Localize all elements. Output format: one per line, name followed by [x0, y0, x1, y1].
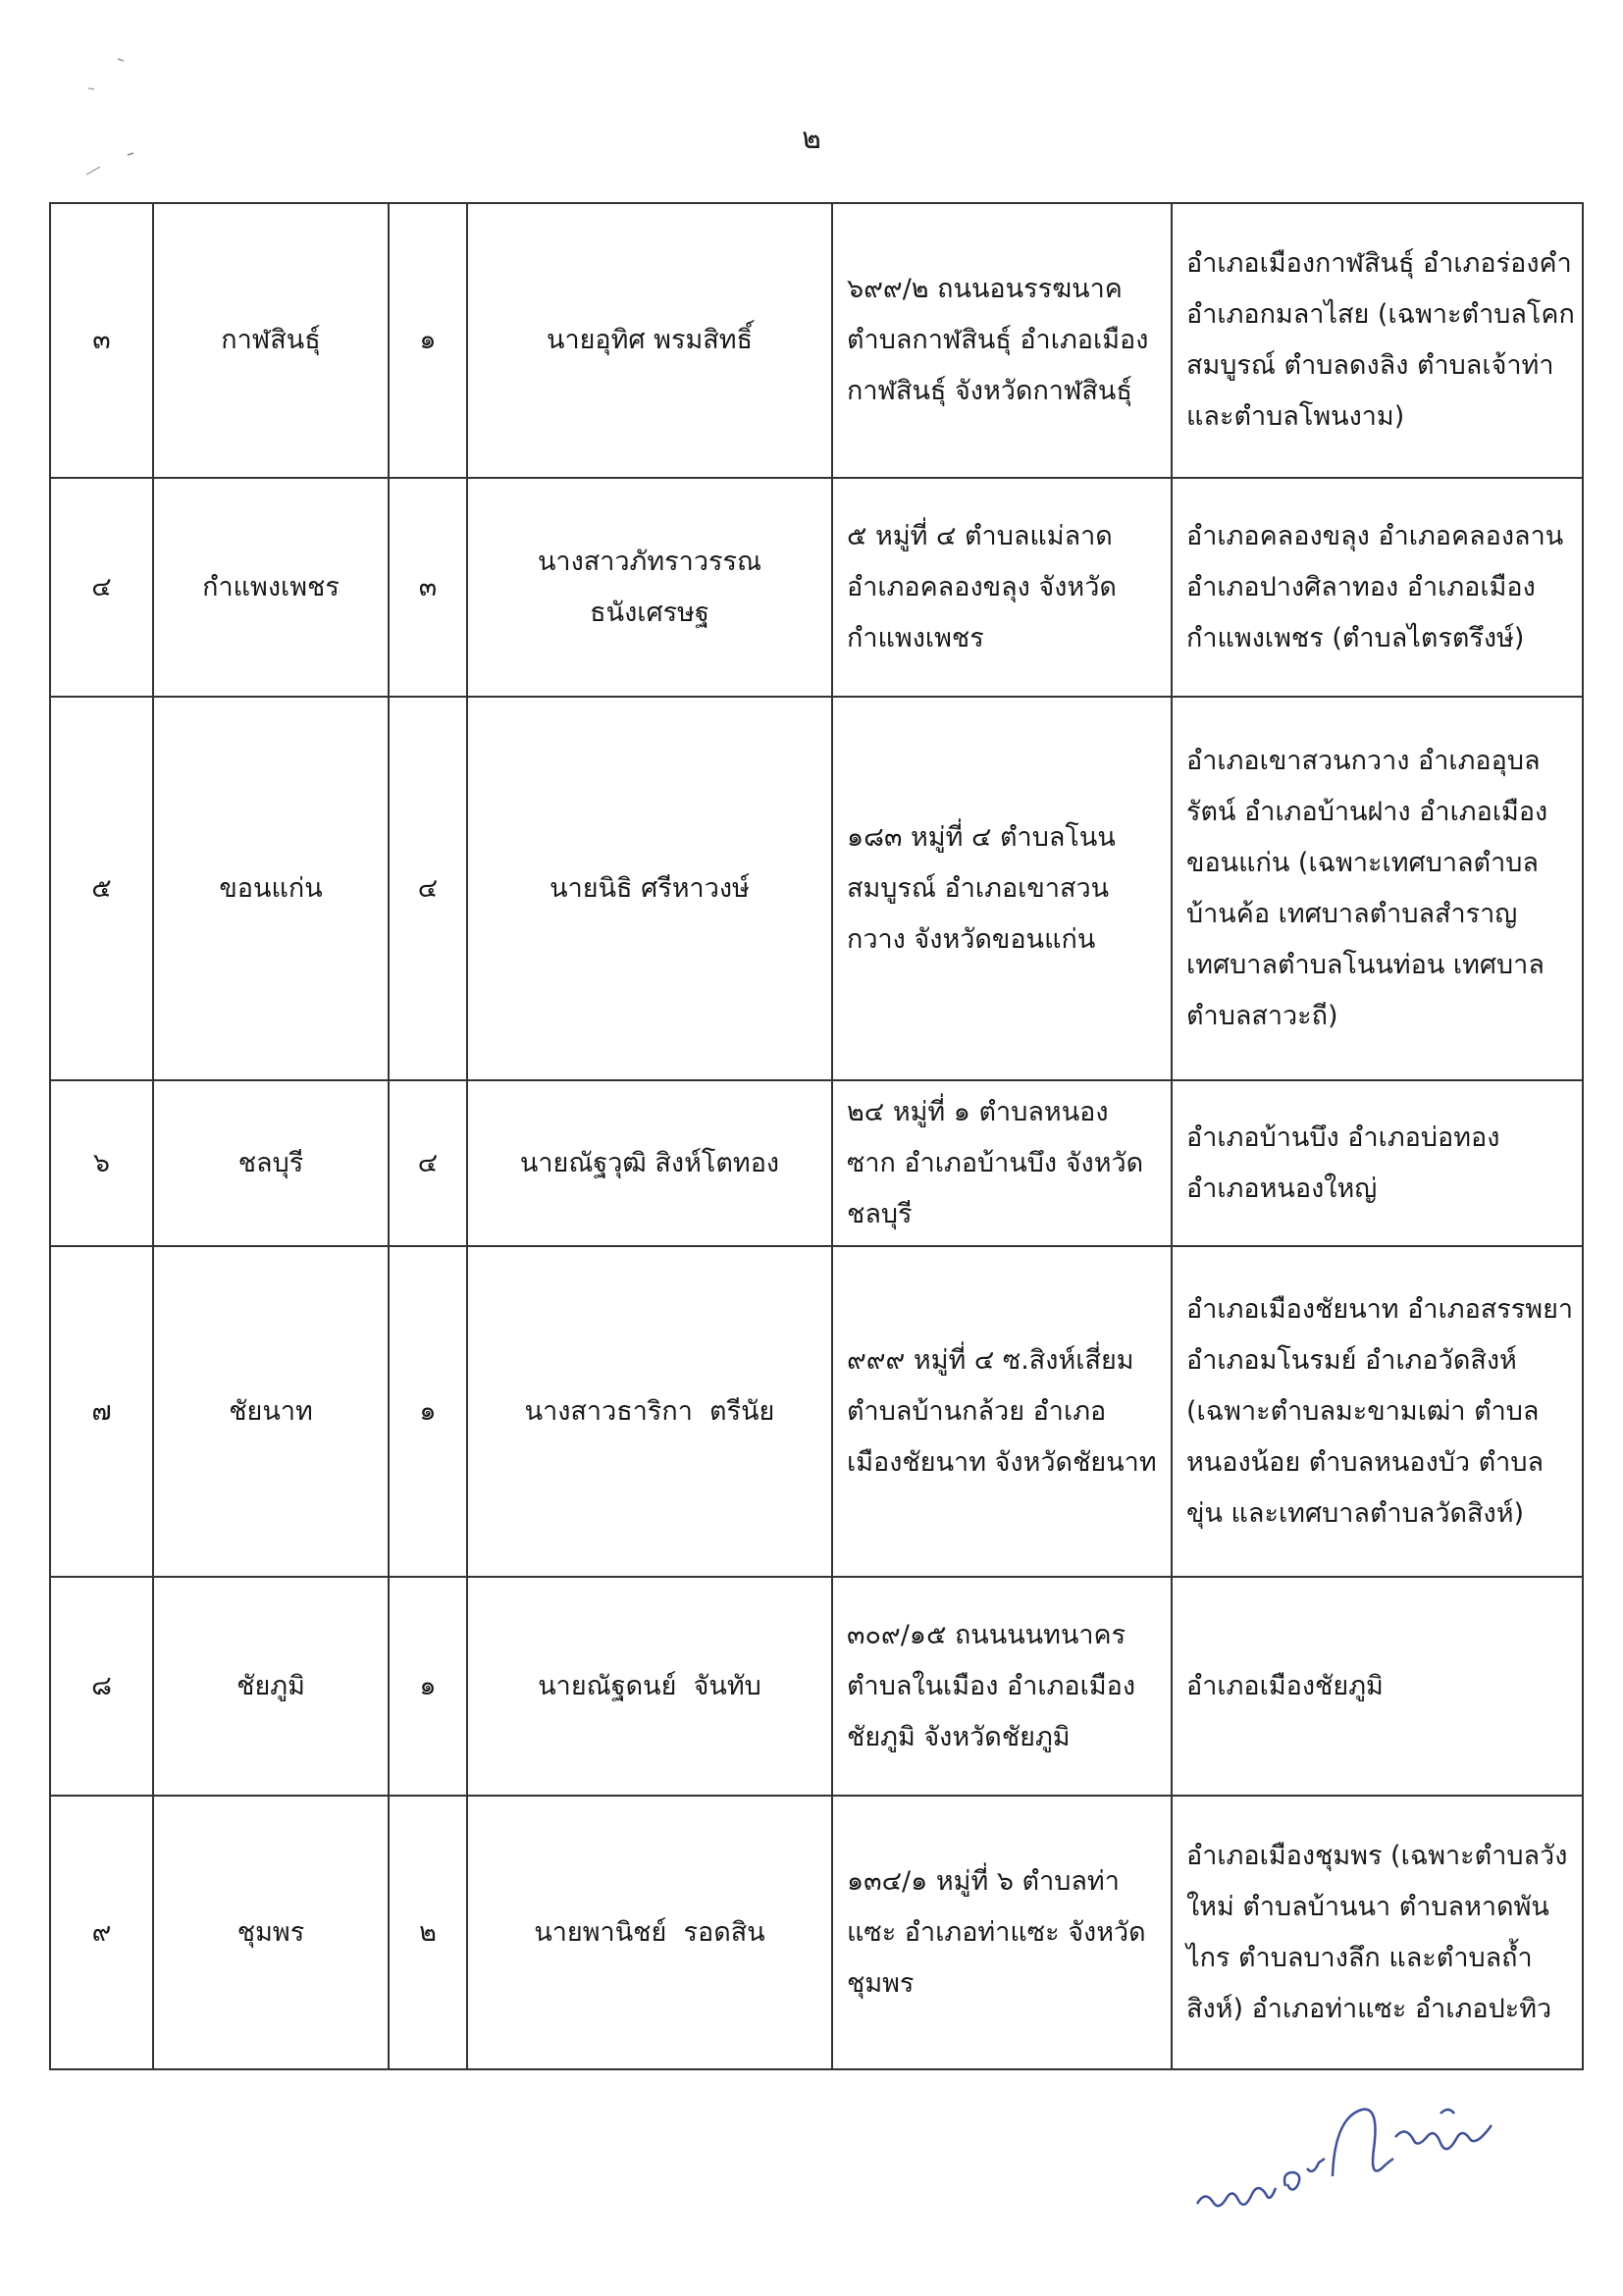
address-line: ชุมพร: [847, 1967, 915, 1999]
table-body: [50, 203, 1583, 2069]
officer-name: [467, 697, 832, 1080]
address-line: ชลบุรี: [847, 1198, 913, 1229]
row-number: ๓: [50, 203, 153, 478]
area-line: บ้านค้อ เทศบาลตำบลสำราญ: [1186, 898, 1518, 929]
officer-name: [467, 1080, 832, 1246]
province: ชุมพร: [153, 1796, 389, 2069]
table-row: [50, 1246, 1583, 1577]
name-line: นางสาวธาริกา ตรีนัย: [524, 1395, 775, 1427]
area-line: หนองน้อย ตำบลหนองบัว ตำบล: [1186, 1446, 1544, 1478]
address-line: ชัยภูมิ จังหวัดชัยภูมิ: [847, 1721, 1071, 1752]
address: [832, 697, 1172, 1080]
officer-table: [49, 202, 1584, 2070]
province: ชัยนาท: [153, 1246, 389, 1577]
jurisdiction: [1172, 478, 1583, 697]
area-line: รัตน์ อำเภอบ้านฝาง อำเภอเมือง: [1186, 796, 1548, 827]
table-row: [50, 478, 1583, 697]
row-number: ๘: [50, 1577, 153, 1796]
row-number: ๙: [50, 1796, 153, 2069]
address: [832, 478, 1172, 697]
jurisdiction: [1172, 1577, 1583, 1796]
area-line: สมบูรณ์ ตำบลดงลิง ตำบลเจ้าท่า: [1186, 350, 1554, 381]
table-row: [50, 1796, 1583, 2069]
row-number: ๔: [50, 478, 153, 697]
officer-name: [467, 1246, 832, 1577]
jurisdiction: [1172, 1246, 1583, 1577]
area-line: และตำบลโพนงาม): [1186, 401, 1405, 432]
address-line: ๕ หมู่ที่ ๔ ตำบลแม่ลาด: [847, 520, 1113, 551]
area-line: อำเภอเมืองชัยภูมิ: [1186, 1670, 1384, 1701]
area-line: ใหม่ ตำบลบ้านนา ตำบลหาดพัน: [1186, 1891, 1549, 1922]
area-line: อำเภอปางศิลาทอง อำเภอเมือง: [1186, 571, 1536, 602]
address-line: อำเภอคลองขลุง จังหวัด: [847, 571, 1117, 602]
address: [832, 1796, 1172, 2069]
area-line: ขุ่น และเทศบาลตำบลวัดสิงห์): [1186, 1497, 1525, 1529]
area-line: เทศบาลตำบลโนนท่อน เทศบาล: [1186, 949, 1544, 980]
table-row: [50, 1577, 1583, 1796]
address-line: ๓๐๙/๑๕ ถนนนนทนาคร: [847, 1619, 1126, 1650]
address-line: กำแพงเพชร: [847, 622, 984, 653]
name-line: นายณัฐดนย์ จันทับ: [538, 1670, 761, 1701]
address: [832, 1246, 1172, 1577]
area-line: อำเภอเมืองชุมพร (เฉพาะตำบลวัง: [1186, 1840, 1568, 1871]
address-line: สมบูรณ์ อำเภอเขาสวน: [847, 872, 1110, 904]
name-line: ธนังเศรษฐ: [590, 597, 709, 628]
count: ๒: [389, 1796, 467, 2069]
officer-name: [467, 1796, 832, 2069]
page-number: ๒: [802, 122, 821, 156]
count: ๑: [389, 1246, 467, 1577]
table-row: [50, 203, 1583, 478]
area-line: ไกร ตำบลบางลึก และตำบลถ้ำ: [1186, 1942, 1533, 1973]
address-line: ๙๙๙ หมู่ที่ ๔ ซ.สิงห์เสี่ยม: [847, 1344, 1134, 1376]
address-line: ๖๙๙/๒ ถนนอนรรฆนาค: [847, 274, 1123, 304]
address-line: กาฬสินธุ์ จังหวัดกาฬสินธุ์: [847, 376, 1132, 406]
area-line: อำเภอเมืองชัยนาท อำเภอสรรพยา: [1186, 1293, 1574, 1325]
area-line: ตำบลสาวะถี): [1186, 1000, 1338, 1031]
area-line: อำเภอเขาสวนกวาง อำเภออุบล: [1186, 745, 1541, 776]
address: [832, 1577, 1172, 1796]
address-line: ๒๔ หมู่ที่ ๑ ตำบลหนอง: [847, 1096, 1109, 1127]
area-line: อำเภอบ้านบึง อำเภอบ่อทอง: [1186, 1122, 1500, 1153]
jurisdiction: [1172, 697, 1583, 1080]
table-row: [50, 697, 1583, 1080]
area-line: ขอนแก่น (เฉพาะเทศบาลตำบล: [1186, 847, 1539, 878]
address-line: เมืองชัยนาท จังหวัดชัยนาท: [847, 1446, 1157, 1478]
address: [832, 203, 1172, 478]
officer-name: [467, 203, 832, 478]
province: ขอนแก่น: [153, 697, 389, 1080]
count: ๔: [389, 697, 467, 1080]
row-number: ๗: [50, 1246, 153, 1577]
address-line: ๑๘๓ หมู่ที่ ๔ ตำบลโนน: [847, 821, 1116, 853]
scan-specks: [79, 49, 157, 186]
area-line: กำแพงเพชร (ตำบลไตรตรึงษ์): [1186, 622, 1525, 653]
address-line: แซะ อำเภอท่าแซะ จังหวัด: [847, 1916, 1146, 1948]
area-line: อำเภอมโนรมย์ อำเภอวัดสิงห์: [1186, 1344, 1517, 1376]
address-line: ซาก อำเภอบ้านบึง จังหวัด: [847, 1147, 1144, 1178]
name-line: นายณัฐวุฒิ สิงห์โตทอง: [519, 1147, 780, 1178]
address-line: ตำบลในเมือง อำเภอเมือง: [847, 1670, 1136, 1701]
officer-name: [467, 1577, 832, 1796]
area-line: อำเภอกมลาไสย (เฉพาะตำบลโคก: [1186, 299, 1575, 330]
area-line: (เฉพาะตำบลมะขามเฒ่า ตำบล: [1186, 1395, 1540, 1427]
area-line: สิงห์) อำเภอท่าแซะ อำเภอปะทิว: [1186, 1993, 1552, 2024]
count: ๔: [389, 1080, 467, 1246]
area-line: อำเภอหนองใหญ่: [1186, 1173, 1378, 1204]
address-line: ๑๓๔/๑ หมู่ที่ ๖ ตำบลท่า: [847, 1865, 1120, 1897]
area-line: อำเภอคลองขลุง อำเภอคลองลาน: [1186, 520, 1564, 551]
jurisdiction: [1172, 1080, 1583, 1246]
province: ชลบุรี: [153, 1080, 389, 1246]
table-row: [50, 1080, 1583, 1246]
signature: [1187, 2078, 1541, 2225]
name-line: นางสาวภัทราวรรณ: [537, 546, 762, 577]
count: ๑: [389, 1577, 467, 1796]
address-line: ตำบลบ้านกล้วย อำเภอ: [847, 1395, 1107, 1427]
count: ๑: [389, 203, 467, 478]
address: [832, 1080, 1172, 1246]
jurisdiction: [1172, 1796, 1583, 2069]
area-line: อำเภอเมืองกาฬสินธุ์ อำเภอร่องคำ: [1186, 248, 1572, 279]
name-line: นายพานิชย์ รอดสิน: [534, 1916, 765, 1948]
count: ๓: [389, 478, 467, 697]
province: กาฬสินธุ์: [153, 203, 389, 478]
jurisdiction: [1172, 203, 1583, 478]
name-line: นายนิธิ ศรีหาวงษ์: [550, 872, 750, 904]
address-line: กวาง จังหวัดขอนแก่น: [847, 923, 1096, 955]
province: กำแพงเพชร: [153, 478, 389, 697]
officer-name: [467, 478, 832, 697]
address-line: ตำบลกาฬสินธุ์ อำเภอเมือง: [847, 325, 1149, 355]
province: ชัยภูมิ: [153, 1577, 389, 1796]
row-number: ๖: [50, 1080, 153, 1246]
row-number: ๕: [50, 697, 153, 1080]
name-line: นายอุทิศ พรมสิทธิ์: [546, 325, 754, 355]
